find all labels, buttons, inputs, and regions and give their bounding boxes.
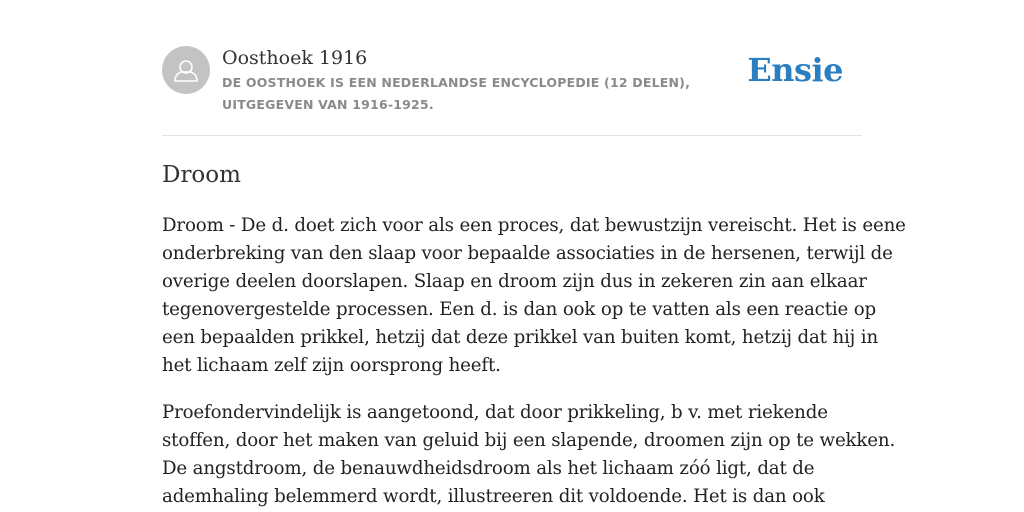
- source-avatar[interactable]: [162, 46, 210, 94]
- text-line: overige deelen doorslapen. Slaap en droom zijn dus in zekeren zin aan elkaar: [162, 271, 867, 292]
- article-paragraph: [162, 399, 896, 511]
- text-line: Proefondervindelijk is aangetoond, dat door prikkeling, b v. met riekende: [162, 402, 828, 423]
- text-line: Droom - De d. doet zich voor als een proces, dat bewustzijn vereischt. Het is eene: [162, 215, 906, 236]
- text-line: stoffen, door het maken van geluid bij een slapende, droomen zijn op te wekken.: [162, 430, 896, 451]
- text-line: ademhaling belemmerd wordt, illustreeren dit voldoende. Het is dan ook: [162, 486, 825, 507]
- text-line: het lichaam zelf zijn oorsprong heeft.: [162, 355, 501, 376]
- source-title[interactable]: Oosthoek 1916: [222, 47, 368, 69]
- article-paragraph: [162, 212, 906, 380]
- article-body: [162, 212, 906, 512]
- text-line: De angstdroom, de benauwdheidsdroom als het lichaam zóó ligt, dat de: [162, 458, 815, 479]
- header-divider: [162, 135, 862, 136]
- text-line: onderbreking van den slaap voor bepaalde associaties in de hersenen, terwijl de: [162, 243, 893, 264]
- page: [162, 0, 906, 512]
- text-line: tegenovergestelde processen. Een d. is dan ook op te vatten als een reactie op: [162, 299, 877, 320]
- ensie-logo[interactable]: Ensie: [747, 51, 843, 89]
- text-line: een bepaalden prikkel, hetzij dat deze prikkel van buiten komt, hetzij dat hij in: [162, 327, 879, 348]
- source-header: [162, 46, 862, 136]
- article-title: Droom: [162, 162, 241, 188]
- source-description: DE OOSTHOEK IS EEN NEDERLANDSE ENCYCLOPEDIE (12 DELEN), UITGEGEVEN VAN 1916-1925.: [222, 75, 691, 112]
- user-avatar-icon: [162, 46, 210, 94]
